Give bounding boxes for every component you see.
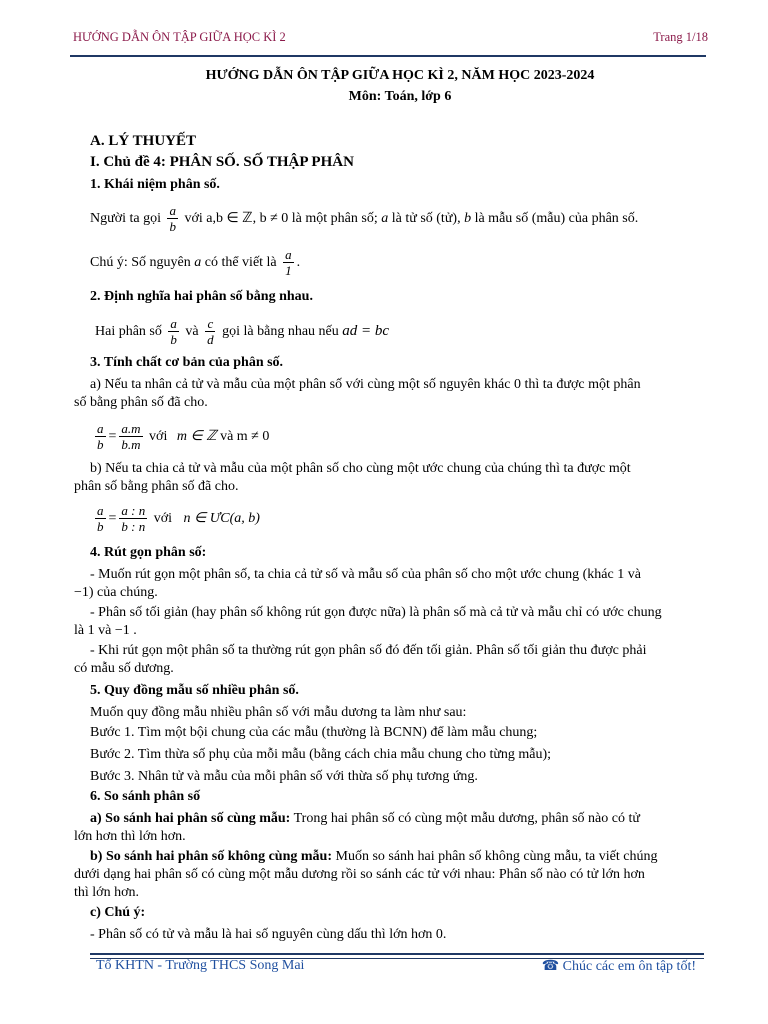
- fraction-a-1: $\frac{a}{1}$: [285, 247, 292, 279]
- note-pre: Chú ý: Số nguyên: [90, 255, 191, 270]
- fraction-a-b: $\frac{a}{b}$: [169, 203, 176, 235]
- heading-5: 5. Quy đồng mẫu số nhiều phân số.: [90, 683, 299, 698]
- fraction-am-bm: $\frac{a.m}{b.m}$: [121, 421, 141, 453]
- heading-1: 1. Khái niệm phân số.: [90, 177, 220, 192]
- para-common-intro: Muốn quy đồng mẫu nhiều phân số với mẫu dương ta làm như sau:: [90, 705, 467, 720]
- footer-school: Tổ KHTN - Trường THCS Song Mai: [96, 958, 305, 973]
- para-note: [90, 246, 300, 280]
- para-definition: [90, 202, 638, 236]
- para-note-sign: - Phân số có tử và mẫu là hai số nguyên cùng dấu thì lớn hơn 0.: [90, 927, 447, 942]
- para-prop-b-1: b) Nếu ta chia cả tử và mẫu của một phân số cho cùng một ước chung của chúng thì ta được một: [90, 461, 631, 476]
- para-prop-a-2: số bằng phân số đã cho.: [74, 395, 208, 410]
- def-pre: Người ta gọi: [90, 211, 161, 226]
- para-compare-a-1: [90, 810, 640, 828]
- with-text: với: [153, 511, 173, 526]
- compare-b-text: Muốn so sánh hai phân số không cùng mẫu, ta viết chúng: [332, 849, 658, 864]
- para-compare-b-1: [90, 848, 657, 866]
- para-reduce-1a: - Muốn rút gọn một phân số, ta chia cả tử số và mẫu số của phân số cho một ước chung (khác 1 và: [90, 567, 641, 582]
- para-prop-a-1: a) Nếu ta nhân cả tử và mẫu của một phân số với cùng một số nguyên khác 0 thì ta được một phân: [90, 377, 641, 392]
- fraction-c-d: $\frac{c}{d}$: [207, 316, 214, 348]
- compare-a-label: a) So sánh hai phân số cùng mẫu:: [90, 811, 291, 826]
- para-compare-b-3: thì lớn hơn.: [74, 885, 139, 900]
- note-end: .: [296, 255, 301, 270]
- para-reduce-2b: là 1 và −1 .: [74, 623, 137, 638]
- footer-message: ☎ Chúc các em ôn tập tốt!: [541, 959, 696, 974]
- def-mid: với a,b ∈ ℤ, b ≠ 0 là một phân số;: [184, 211, 378, 226]
- para-reduce-1b: −1) của chúng.: [74, 585, 158, 600]
- heading-4: 4. Rút gọn phân số:: [90, 545, 207, 560]
- para-reduce-2a: - Phân số tối giản (hay phân số không rút gọn được nữa) là phân số mà cả tử và mẫu chỉ có ước chung: [90, 605, 662, 620]
- heading-6: 6. So sánh phân số: [90, 789, 201, 804]
- cond-m: m ∈ ℤ: [176, 429, 217, 444]
- header-title: HƯỚNG DẪN ÔN TẬP GIỮA HỌC KÌ 2: [73, 30, 286, 44]
- para-equal: [95, 314, 389, 349]
- equal-and: và: [185, 324, 199, 339]
- para-step-1: Bước 1. Tìm một bội chung của các mẫu (thường là BCNN) để làm mẫu chung;: [90, 725, 538, 740]
- cond-n: n ∈ ƯC(a, b): [183, 511, 260, 526]
- compare-a-text: Trong hai phân số có cùng một mẫu dương, phân số nào có tử: [290, 811, 640, 826]
- fraction-a-b: $\frac{a}{b}$: [97, 503, 104, 535]
- para-compare-a-2: lớn hơn thì lớn hơn.: [74, 829, 186, 844]
- section-topic: I. Chủ đề 4: PHÂN SỐ. SỐ THẬP PHÂN: [90, 154, 354, 170]
- para-reduce-3a: - Khi rút gọn một phân số ta thường rút gọn phân số đó đến tối giản. Phân số tối giản thu được phải: [90, 643, 647, 658]
- heading-2: 2. Định nghĩa hai phân số bằng nhau.: [90, 289, 313, 304]
- page-number: Trang 1/18: [653, 30, 708, 44]
- doc-subtitle: Môn: Toán, lớp 6: [348, 89, 452, 104]
- formula-mult: $\frac{a}{b}$ = $\frac{a.m}{b.m}$ với m ∈ ℤ và m ≠ 0: [97, 421, 270, 453]
- equal-pre: Hai phân số: [95, 324, 162, 339]
- para-reduce-3b: có mẫu số dương.: [74, 661, 174, 676]
- fraction-an-bn: $\frac{a : n}{b : n}$: [121, 503, 146, 535]
- heading-3: 3. Tính chất cơ bản của phân số.: [90, 355, 284, 370]
- equal-formula: ad = bc: [342, 323, 390, 339]
- var-b: b: [464, 211, 472, 226]
- section-a: A. LÝ THUYẾT: [90, 133, 196, 149]
- def-t2: là mẫu số (mẫu) của phân số.: [474, 211, 639, 226]
- para-step-2: Bước 2. Tìm thừa số phụ của mỗi mẫu (bằng cách chia mẫu chung cho từng mẫu);: [90, 747, 552, 762]
- doc-title: HƯỚNG DẪN ÔN TẬP GIỮA HỌC KÌ 2, NĂM HỌC 2023-2024: [205, 68, 595, 83]
- fraction-a-b: $\frac{a}{b}$: [97, 421, 104, 453]
- cond-m2: m ≠ 0: [236, 429, 270, 444]
- var-a: a: [194, 255, 202, 270]
- para-step-3: Bước 3. Nhân tử và mẫu của mỗi phân số với thừa số phụ tương ứng.: [90, 769, 478, 784]
- note-mid: có thể viết là: [204, 255, 277, 270]
- para-prop-b-2: phân số bằng phân số đã cho.: [74, 479, 239, 494]
- header-divider: [70, 55, 706, 57]
- fraction-a-b: $\frac{a}{b}$: [170, 316, 177, 348]
- def-t1: là tử số (tử),: [391, 211, 461, 226]
- var-a: a: [381, 211, 389, 226]
- para-compare-b-2: dưới dạng hai phân số có cùng một mẫu dương rồi so sánh các tử với nhau: Phân số nào có tử lớn hơn: [74, 867, 645, 882]
- equal-mid: gọi là bằng nhau nếu: [222, 324, 339, 339]
- with-text: với: [149, 429, 168, 444]
- formula-div: $\frac{a}{b}$ = $\frac{a : n}{b : n}$ với n ∈ ƯC(a, b): [97, 503, 260, 535]
- compare-b-label: b) So sánh hai phân số không cùng mẫu:: [90, 849, 332, 864]
- heading-7: c) Chú ý:: [90, 905, 146, 920]
- and-text: và: [220, 429, 234, 444]
